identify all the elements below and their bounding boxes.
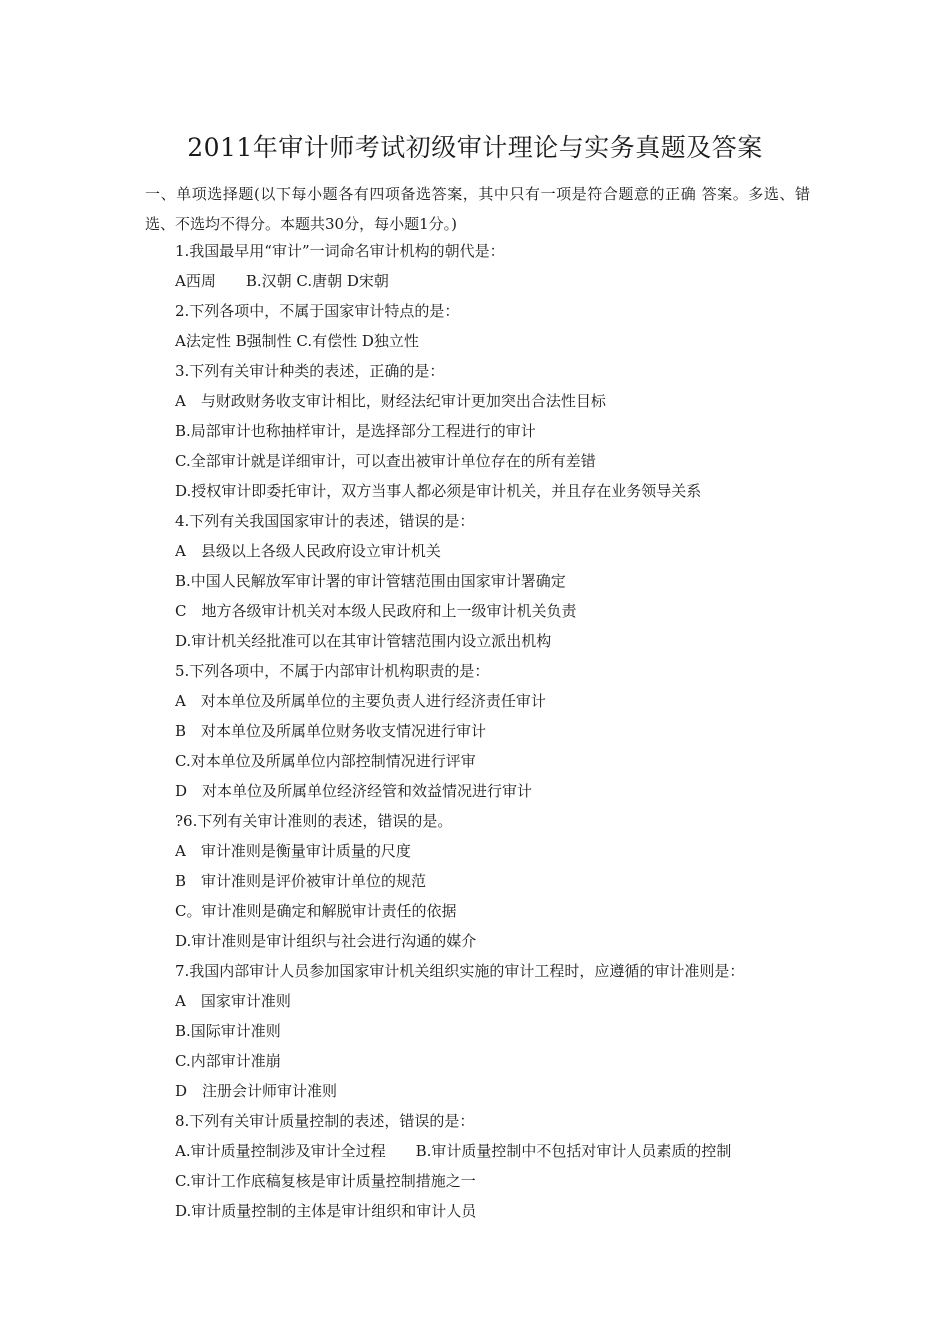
answer-option: A 国家审计准则 [175,992,291,1010]
answer-option: A西周 B.汉朝 C.唐朝 D宋朝 [175,272,389,290]
answer-option: A 对本单位及所属单位的主要负责人进行经济责任审计 [175,692,546,710]
question-text: 2.下列各项中，不属于国家审计特点的是： [175,302,460,320]
question-text: 1.我国最早用“审计”一词命名审计机构的朝代是： [175,242,505,260]
answer-option: B 审计准则是评价被审计单位的规范 [175,872,427,890]
answer-option: D.审计质量控制的主体是审计组织和审计人员 [175,1202,477,1220]
question-text: ?6.下列有关审计准则的表述，错误的是。 [175,812,453,830]
answer-option: D 注册会计师审计准则 [175,1082,338,1100]
answer-option: D.审计机关经批准可以在其审计管辖范围内设立派出机构 [175,632,552,650]
question-list [175,236,815,1226]
answer-option: A法定性 B强制性 C.有偿性 D独立性 [175,332,419,350]
answer-option: C 地方各级审计机关对本级人民政府和上一级审计机关负责 [175,602,577,620]
answer-option: C.内部审计准崩 [175,1052,281,1070]
answer-option: B.局部审计也称抽样审计，是选择部分工程进行的审计 [175,422,536,440]
answer-option: C.对本单位及所属单位内部控制情况进行评审 [175,752,476,770]
answer-option: C.全部审计就是详细审计，可以查出被审计单位存在的所有差错 [175,452,596,470]
answer-option: C。审计准则是确定和解脱审计责任的依据 [175,902,457,920]
question-text: 5.下列各项中，不属于内部审计机构职责的是： [175,662,490,680]
question-text: 7.我国内部审计人员参加国家审计机关组织实施的审计工程时，应遵循的审计准则是： [175,962,745,980]
section-intro: 一、单项选择题(以下每小题各有四项备选答案，其中只有一项是符合题意的正确 答案。多选、错选、不选均不得分。本题共30分，每小题1分。) [145,185,810,233]
answer-option: D.审计准则是审计组织与社会进行沟通的媒介 [175,932,477,950]
answer-option: A 审计准则是衡量审计质量的尺度 [175,842,411,860]
answer-option: D.授权审计即委托审计，双方当事人都必须是审计机关，并且存在业务领导关系 [175,482,702,500]
answer-option: A.审计质量控制涉及审计全过程 B.审计质量控制中不包括对审计人员素质的控制 [175,1142,732,1160]
answer-option: D 对本单位及所属单位经济经管和效益情况进行审计 [175,782,533,800]
answer-option: A 与财政财务收支审计相比，财经法纪审计更加突出合法性目标 [175,392,606,410]
answer-option: B.国际审计准则 [175,1022,281,1040]
answer-option: B 对本单位及所属单位财务收支情况进行审计 [175,722,487,740]
answer-option: C.审计工作底稿复核是审计质量控制措施之一 [175,1172,476,1190]
answer-option: B.中国人民解放军审计署的审计管辖范围由国家审计署确定 [175,572,566,590]
document-title: 2011年审计师考试初级审计理论与实务真题及答案 [187,133,763,162]
question-text: 4.下列有关我国国家审计的表述，错误的是： [175,512,475,530]
answer-option: A 县级以上各级人民政府设立审计机关 [175,542,441,560]
question-text: 3.下列有关审计种类的表述，正确的是： [175,362,445,380]
question-text: 8.下列有关审计质量控制的表述，错误的是： [175,1112,475,1130]
